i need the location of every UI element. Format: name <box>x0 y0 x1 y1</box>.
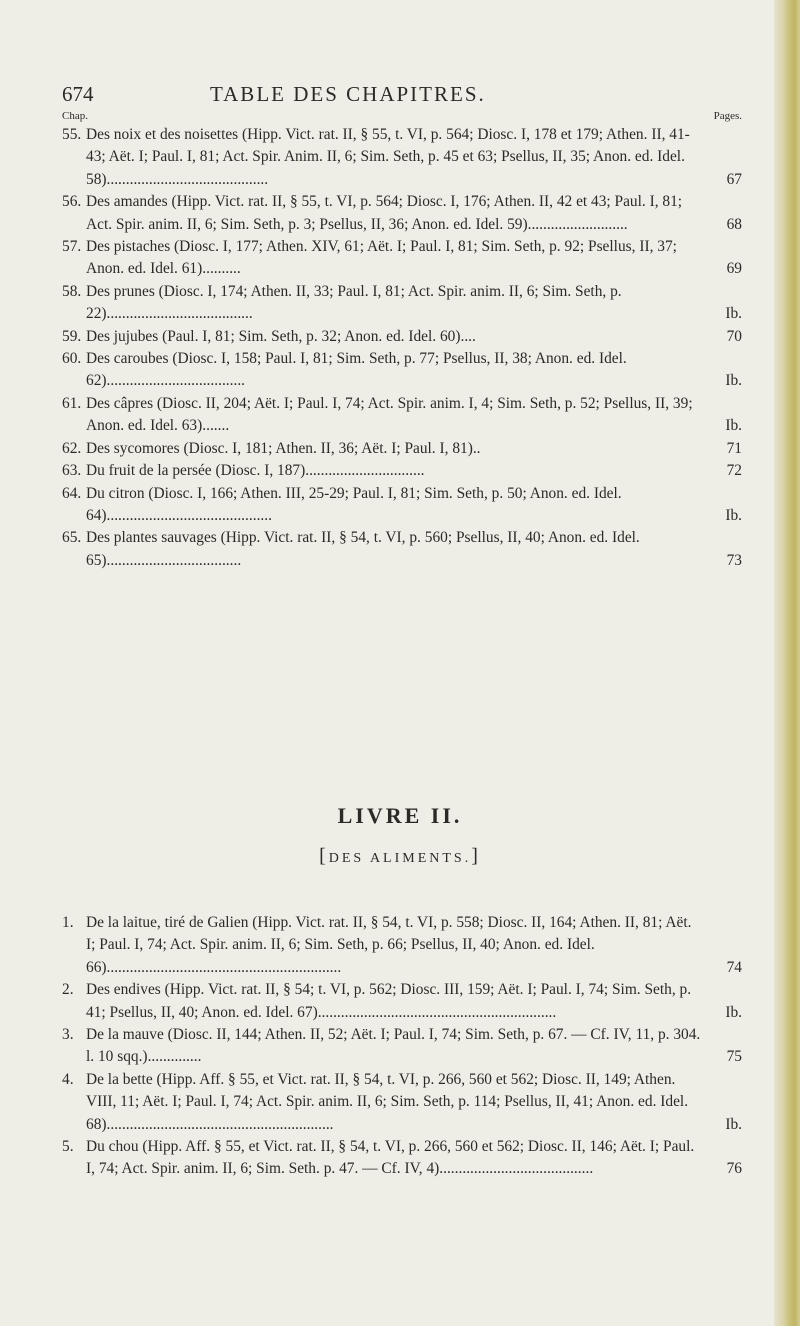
chapter-entry <box>62 460 742 482</box>
chapter-entry <box>62 236 742 281</box>
chapter-page-ref: 72 <box>726 462 742 480</box>
book-heading: LIVRE II. <box>337 803 463 828</box>
chapter-title: Des prunes (Diosc. I, 174; Athen. II, 33; Paul. I, 81; Act. Spir. anim. II, 6; Sim. Seth, p. 22)...................................... <box>86 282 622 323</box>
chapter-number: 3. <box>62 1026 74 1044</box>
chapter-title: Des jujubes (Paul. I, 81; Sim. Seth, p. 32; Anon. ed. Idel. 60).... <box>86 327 476 345</box>
chapter-entry <box>62 281 742 326</box>
chapter-number: 63. <box>62 462 82 480</box>
chapter-page-ref: 67 <box>726 170 742 188</box>
chapter-entry <box>62 438 742 460</box>
chapter-number: 61. <box>62 394 82 412</box>
book-subheading <box>0 845 800 868</box>
chapter-title: Des câpres (Diosc. II, 204; Aët. I; Paul. I, 74; Act. Spir. anim. I, 4; Sim. Seth, p. 52; Psellus, II, 39; Anon. ed. Idel. 63)....... <box>86 394 693 435</box>
chapter-page-ref: Ib. <box>725 372 742 390</box>
chapter-number: 64. <box>62 484 82 502</box>
chapter-title: De la bette (Hipp. Aff. § 55, et Vict. rat. II, § 54, t. VI, p. 266, 560 et 562; Diosc. II, 149; Athen. VIII, 11; Aët. I; Paul. I, 74; Act. Spir. anim. II, 6; Sim. Seth, p. 114; Psellus, II, 41; Anon. ed. Idel. 68)........................................................... <box>86 1070 689 1133</box>
chapter-entry <box>62 979 742 1024</box>
column-label-chap: Chap. <box>62 110 88 122</box>
chapter-title: Des amandes (Hipp. Vict. rat. II, § 55, t. VI, p. 564; Diosc. I, 176; Athen. II, 42 et 43; Paul. I, 81; Act. Spir. anim. II, 6; Sim. Seth, p. 3; Psellus, II, 36; Anon. ed. Idel. 59).......................... <box>86 193 683 233</box>
chapter-page-ref: Ib. <box>725 417 742 435</box>
page-header <box>62 82 742 122</box>
chapter-page-ref: 76 <box>726 1160 742 1178</box>
chapter-page-ref: Ib. <box>725 1003 742 1021</box>
book-subheading-text: DES ALIMENTS. <box>328 851 472 866</box>
chapter-page-ref: Ib. <box>725 1115 742 1133</box>
chapter-page-ref: 74 <box>726 958 742 976</box>
chapter-entry <box>62 124 742 191</box>
chapter-title: Des caroubes (Diosc. I, 158; Paul. I, 81; Sim. Seth, p. 77; Psellus, II, 38; Anon. ed. Idel. 62).................................... <box>86 350 627 390</box>
chapter-title: Des pistaches (Diosc. I, 177; Athen. XIV, 61; Aët. I; Paul. I, 81; Sim. Seth, p. 92; Psellus, II, 37; Anon. ed. Idel. 61).......... <box>86 238 677 278</box>
chapter-entry <box>62 912 742 979</box>
chapter-number: 56. <box>62 193 82 211</box>
chapter-entry <box>62 191 742 236</box>
chapter-entry <box>62 348 742 393</box>
chapter-number: 62. <box>62 439 82 457</box>
left-bracket: [ <box>319 845 329 867</box>
chapter-number: 5. <box>62 1138 74 1156</box>
chapter-list-book-2 <box>62 912 742 1181</box>
chapter-number: 65. <box>62 529 82 547</box>
chapter-entry <box>62 1136 742 1181</box>
chapter-page-ref: 75 <box>726 1048 742 1066</box>
chapter-title: Des plantes sauvages (Hipp. Vict. rat. II, § 54, t. VI, p. 560; Psellus, II, 40; Anon. ed. Idel. 65)................................... <box>86 529 640 569</box>
chapter-number: 1. <box>62 914 74 931</box>
chapter-page-ref: Ib. <box>725 506 742 524</box>
chapter-entry <box>62 326 742 348</box>
column-label-pages: Pages. <box>713 110 742 122</box>
chapter-page-ref: Ib. <box>725 305 742 323</box>
chapter-title: Des noix et des noisettes (Hipp. Vict. rat. II, § 55, t. VI, p. 564; Diosc. I, 178 et 179; Athen. II, 41-43; Aët. I; Paul. I, 81; Act. Spir. Anim. II, 6; Sim. Seth, p. 45 et 63; Psellus, II, 35; Anon. ed. Idel. 58).......................................... <box>86 126 690 188</box>
chapter-title: Du fruit de la persée (Diosc. I, 187)............................... <box>86 462 425 480</box>
chapter-entry <box>62 1069 742 1136</box>
chapter-entry <box>62 483 742 528</box>
chapter-number: 4. <box>62 1070 74 1088</box>
chapter-title: Du citron (Diosc. I, 166; Athen. III, 25-29; Paul. I, 81; Sim. Seth, p. 50; Anon. ed. Idel. 64)........................................... <box>86 484 622 524</box>
chapter-page-ref: 71 <box>726 439 742 457</box>
chapter-title: De la mauve (Diosc. II, 144; Athen. II, 52; Aët. I; Paul. I, 74; Sim. Seth, p. 67. — Cf. IV, 11, p. 304. l. 10 sqq.).............. <box>86 1026 701 1066</box>
chapter-number: 55. <box>62 126 82 143</box>
page-edge-shadow <box>774 0 800 1326</box>
chapter-page-ref: 70 <box>726 327 742 345</box>
chapter-title: Des endives (Hipp. Vict. rat. II, § 54; t. VI, p. 562; Diosc. III, 159; Aët. I; Paul. I, 74; Sim. Seth, p. 41; Psellus, II, 40; Anon. ed. Idel. 67).............................................................. <box>86 981 692 1021</box>
chapter-page-ref: 69 <box>726 260 742 278</box>
chapter-entry <box>62 393 742 438</box>
chapter-list-book-1 <box>62 124 742 572</box>
chapter-number: 59. <box>62 327 82 345</box>
right-bracket: ] <box>471 845 481 867</box>
chapter-number: 58. <box>62 282 82 300</box>
chapter-number: 2. <box>62 981 74 999</box>
chapter-entry <box>62 527 742 572</box>
chapter-number: 60. <box>62 350 82 368</box>
chapter-page-ref: 73 <box>726 551 742 569</box>
running-title: TABLE DES CHAPITRES. <box>210 82 486 106</box>
chapter-number: 57. <box>62 238 82 256</box>
page-number: 674 <box>62 82 94 106</box>
chapter-title: Du chou (Hipp. Aff. § 55, et Vict. rat. II, § 54, t. VI, p. 266, 560 et 562; Diosc. II, 146; Aët. I; Paul. I, 74; Act. Spir. anim. II, 6; Sim. Seth. p. 47. — Cf. IV, 4)........................................ <box>86 1138 695 1178</box>
chapter-title: De la laitue, tiré de Galien (Hipp. Vict. rat. II, § 54, t. VI, p. 558; Diosc. II, 164; Athen. II, 81; Aët. I; Paul. I, 74; Act. Spir. anim. II, 6; Sim. Seth, p. 66; Psellus, II, 40; Anon. ed. Idel. 66)............................................................. <box>86 914 692 976</box>
chapter-entry <box>62 1024 742 1069</box>
chapter-page-ref: 68 <box>726 215 742 233</box>
chapter-title: Des sycomores (Diosc. I, 181; Athen. II, 36; Aët. I; Paul. I, 81).. <box>86 439 481 457</box>
